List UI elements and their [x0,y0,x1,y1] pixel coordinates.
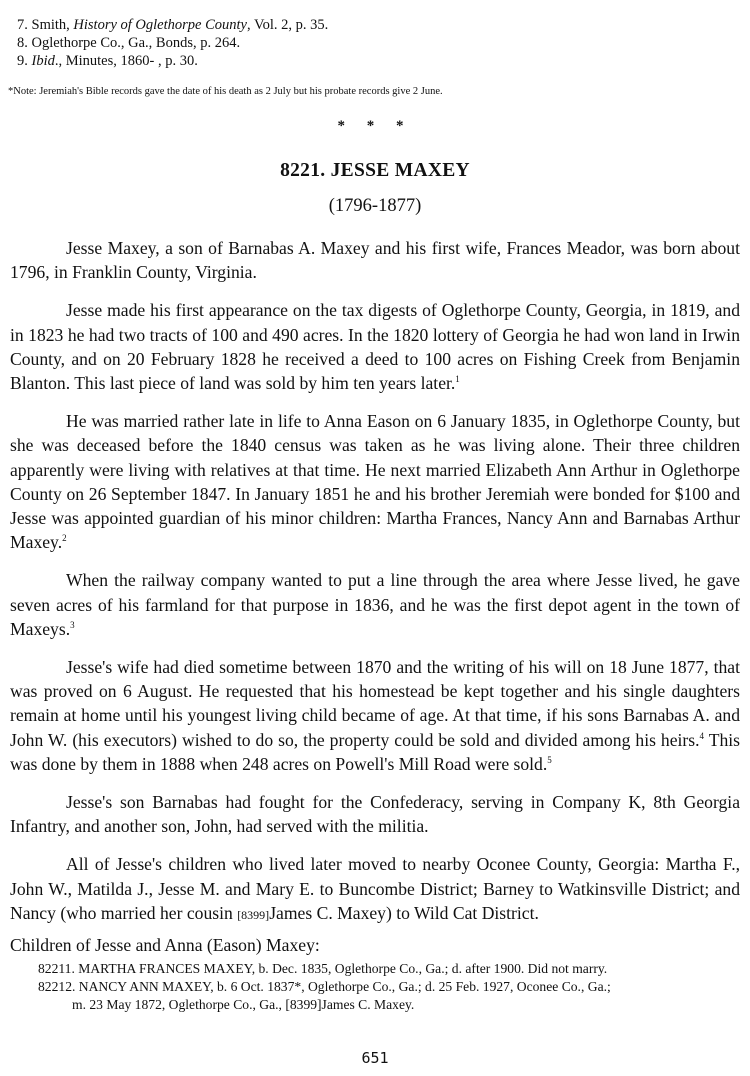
footnote-ref: 1 [455,374,460,385]
paragraph-7: All of Jesse's children who lived later moved to nearby Oconee County, Georgia: Martha F., John W., Matilda J., Jesse M. and Mary E. to Buncombe District; Barney to Watkinsville District; and Nancy (who married her cousin [8399]James C. Maxey) to Wild Cat District. [10,854,740,923]
entry-title: 8221. JESSE MAXEY [280,160,470,181]
footnote-9: 9. Ibid., Minutes, 1860- , p. 30. [17,53,198,69]
footnote-7: 7. Smith, History of Oglethorpe County, Vol. 2, p. 35. [17,17,329,33]
paragraph-6: Jesse's son Barnabas had fought for the Confederacy, serving in Company K, 8th Georgia Infantry, and another son, John, had served with the militia. [10,792,740,837]
paragraph-3: He was married rather late in life to Anna Eason on 6 January 1835, in Oglethorpe County, but she was deceased before the 1840 census was taken as he was living alone. Their three children apparently were living with relatives at that time. He next married Elizabeth Ann Arthur in Oglethorpe County on 26 September 1847. In January 1851 he and his brother Jeremiah were bonded for $100 and Jesse was appointed guardian of his minor children: Martha Frances, Nancy Ann and Barnabas Arthur Maxey.$^2$ [10,411,740,553]
footnote-8: 8. Oglethorpe Co., Ga., Bonds, p. 264. [17,35,241,51]
footnote-ref: 4 [699,730,705,741]
children-heading: Children of Jesse and Anna (Eason) Maxey: [10,935,320,955]
child-entry: 82212. NANCY ANN MAXEY, b. 6 Oct. 1837*, Oglethorpe Co., Ga.; d. 25 Feb. 1927, Oconee Co., Ga.; m. 23 May 1872, Oglethorpe Co., Ga., [8399]James C. Maxey. [38,979,611,1012]
cross-reference-tag: [8399] [237,907,270,922]
section-separator: * * * [337,118,413,134]
page-number: 651 [361,1049,389,1067]
footnote-list [17,16,737,70]
date-note: *Note: Jeremiah's Bible records gave the date of his death as 2 July but his probate records give 2 June. [8,86,443,97]
biography-text [10,236,740,941]
paragraph-4: When the railway company wanted to put a line through the area where Jesse lived, he gave seven acres of his farmland for that purpose in 1836, and he was the first depot agent in the town of Maxeys.$^3$ [10,570,740,639]
entry-dates: (1796-1877) [328,196,422,216]
footnote-ref: 2 [62,533,67,544]
child-entry: 82211. MARTHA FRANCES MAXEY, b. Dec. 1835, Oglethorpe Co., Ga.; d. after 1900. Did not marry. [38,961,608,976]
footnote-ref: 3 [70,619,75,630]
paragraph-1: Jesse Maxey, a son of Barnabas A. Maxey and his first wife, Frances Meador, was born about 1796, in Franklin County, Virginia. [10,238,740,283]
paragraph-5: Jesse's wife had died sometime between 1870 and the writing of his will on 18 June 1877, that was proved on 6 August. He requested that his homestead be kept together and his single daughters remain at home until his youngest living child became of age. At that time, if his sons Barnabas A. and John W. (his executors) wished to do so, the property could be sold and divided among his heirs.$^4$ This was done by them in 1888 when 248 acres on Powell's Mill Road were sold.$^5$ [10,657,740,774]
footnote-ref: 5 [547,755,552,765]
paragraph-2: Jesse made his first appearance on the tax digests of Oglethorpe County, Georgia, in 1819, and in 1823 he had two tracts of 100 and 490 acres. In the 1820 lottery of Georgia he had won land in Irwin County, and on 20 February 1828 he received a deed to 100 acres on Fishing Creek from Benjamin Blanton. This last piece of land was sold by him ten years later.$^1$ [10,300,740,394]
